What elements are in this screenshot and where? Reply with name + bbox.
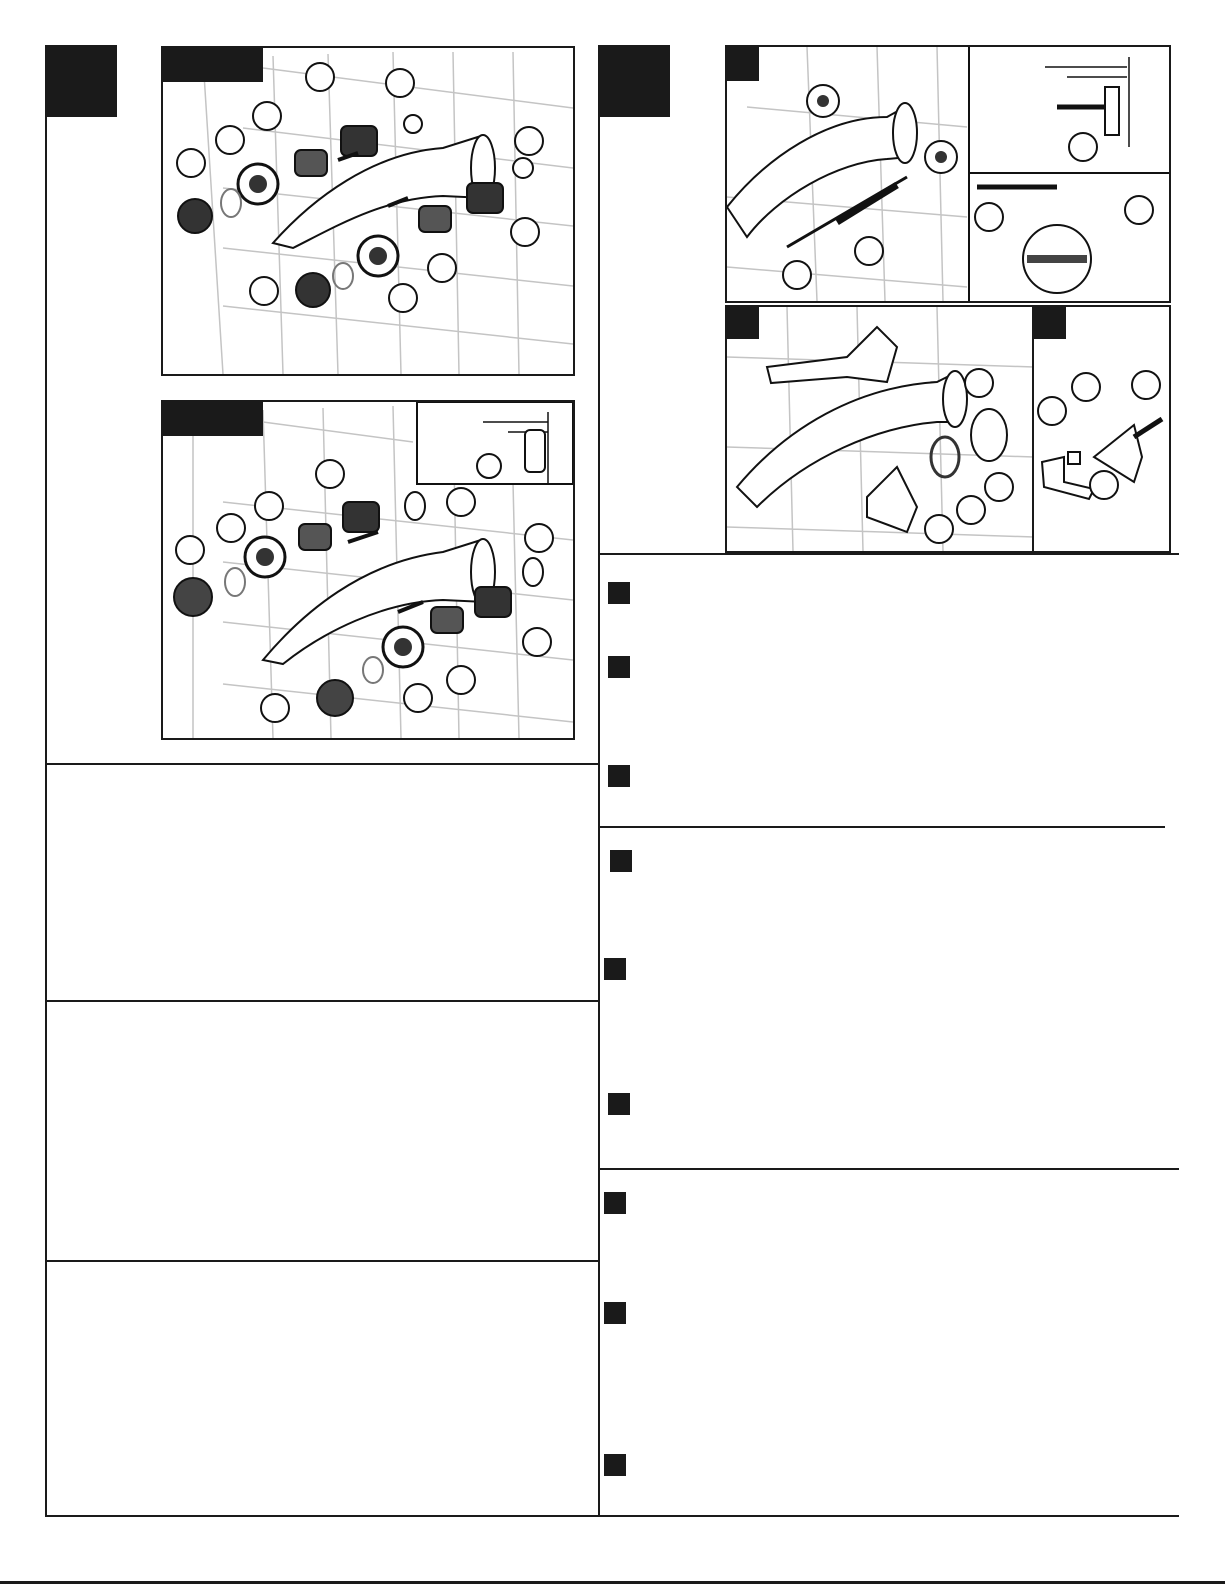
step-marker-icon bbox=[608, 765, 630, 787]
step-marker-icon bbox=[604, 1454, 626, 1476]
column-divider bbox=[598, 45, 600, 1517]
step-marker-icon bbox=[604, 1302, 626, 1324]
left-section-rule-2 bbox=[45, 1000, 598, 1002]
step-marker-icon bbox=[608, 1093, 630, 1115]
handle-assembly-detail bbox=[725, 305, 1036, 553]
figure-tab-c bbox=[727, 47, 759, 81]
figure-tab-e bbox=[1034, 307, 1066, 339]
extension-rod-detail bbox=[725, 45, 1171, 303]
exploded-diagram-a bbox=[163, 48, 573, 374]
figure-tab-b bbox=[163, 402, 263, 436]
left-section-rule-3 bbox=[45, 1260, 598, 1262]
handle-diagram bbox=[727, 307, 1034, 551]
spout-valve-exploded-view-a bbox=[161, 46, 575, 376]
step-marker-icon bbox=[610, 850, 632, 872]
left-step-block bbox=[45, 45, 117, 117]
page-bottom-rule bbox=[0, 1581, 1225, 1584]
right-section-rule-3 bbox=[599, 1168, 1179, 1170]
left-margin-rule bbox=[45, 45, 47, 1517]
spout-valve-exploded-view-b bbox=[161, 400, 575, 740]
left-section-rule-1 bbox=[45, 763, 598, 765]
right-section-rule-2 bbox=[599, 826, 1165, 828]
figure-tab-d bbox=[727, 307, 759, 339]
handle-parts-detail bbox=[1032, 305, 1171, 553]
step-marker-icon bbox=[608, 656, 630, 678]
step-marker-icon bbox=[604, 958, 626, 980]
exploded-diagram-b bbox=[163, 402, 573, 738]
right-section-rule-1 bbox=[599, 553, 1179, 555]
rod-diagram bbox=[727, 47, 1169, 301]
parts-diagram bbox=[1034, 307, 1169, 551]
right-step-block bbox=[599, 45, 670, 117]
figure-tab-a bbox=[163, 48, 263, 82]
content-bottom-rule bbox=[45, 1515, 1179, 1517]
step-marker-icon bbox=[604, 1192, 626, 1214]
step-marker-icon bbox=[608, 582, 630, 604]
